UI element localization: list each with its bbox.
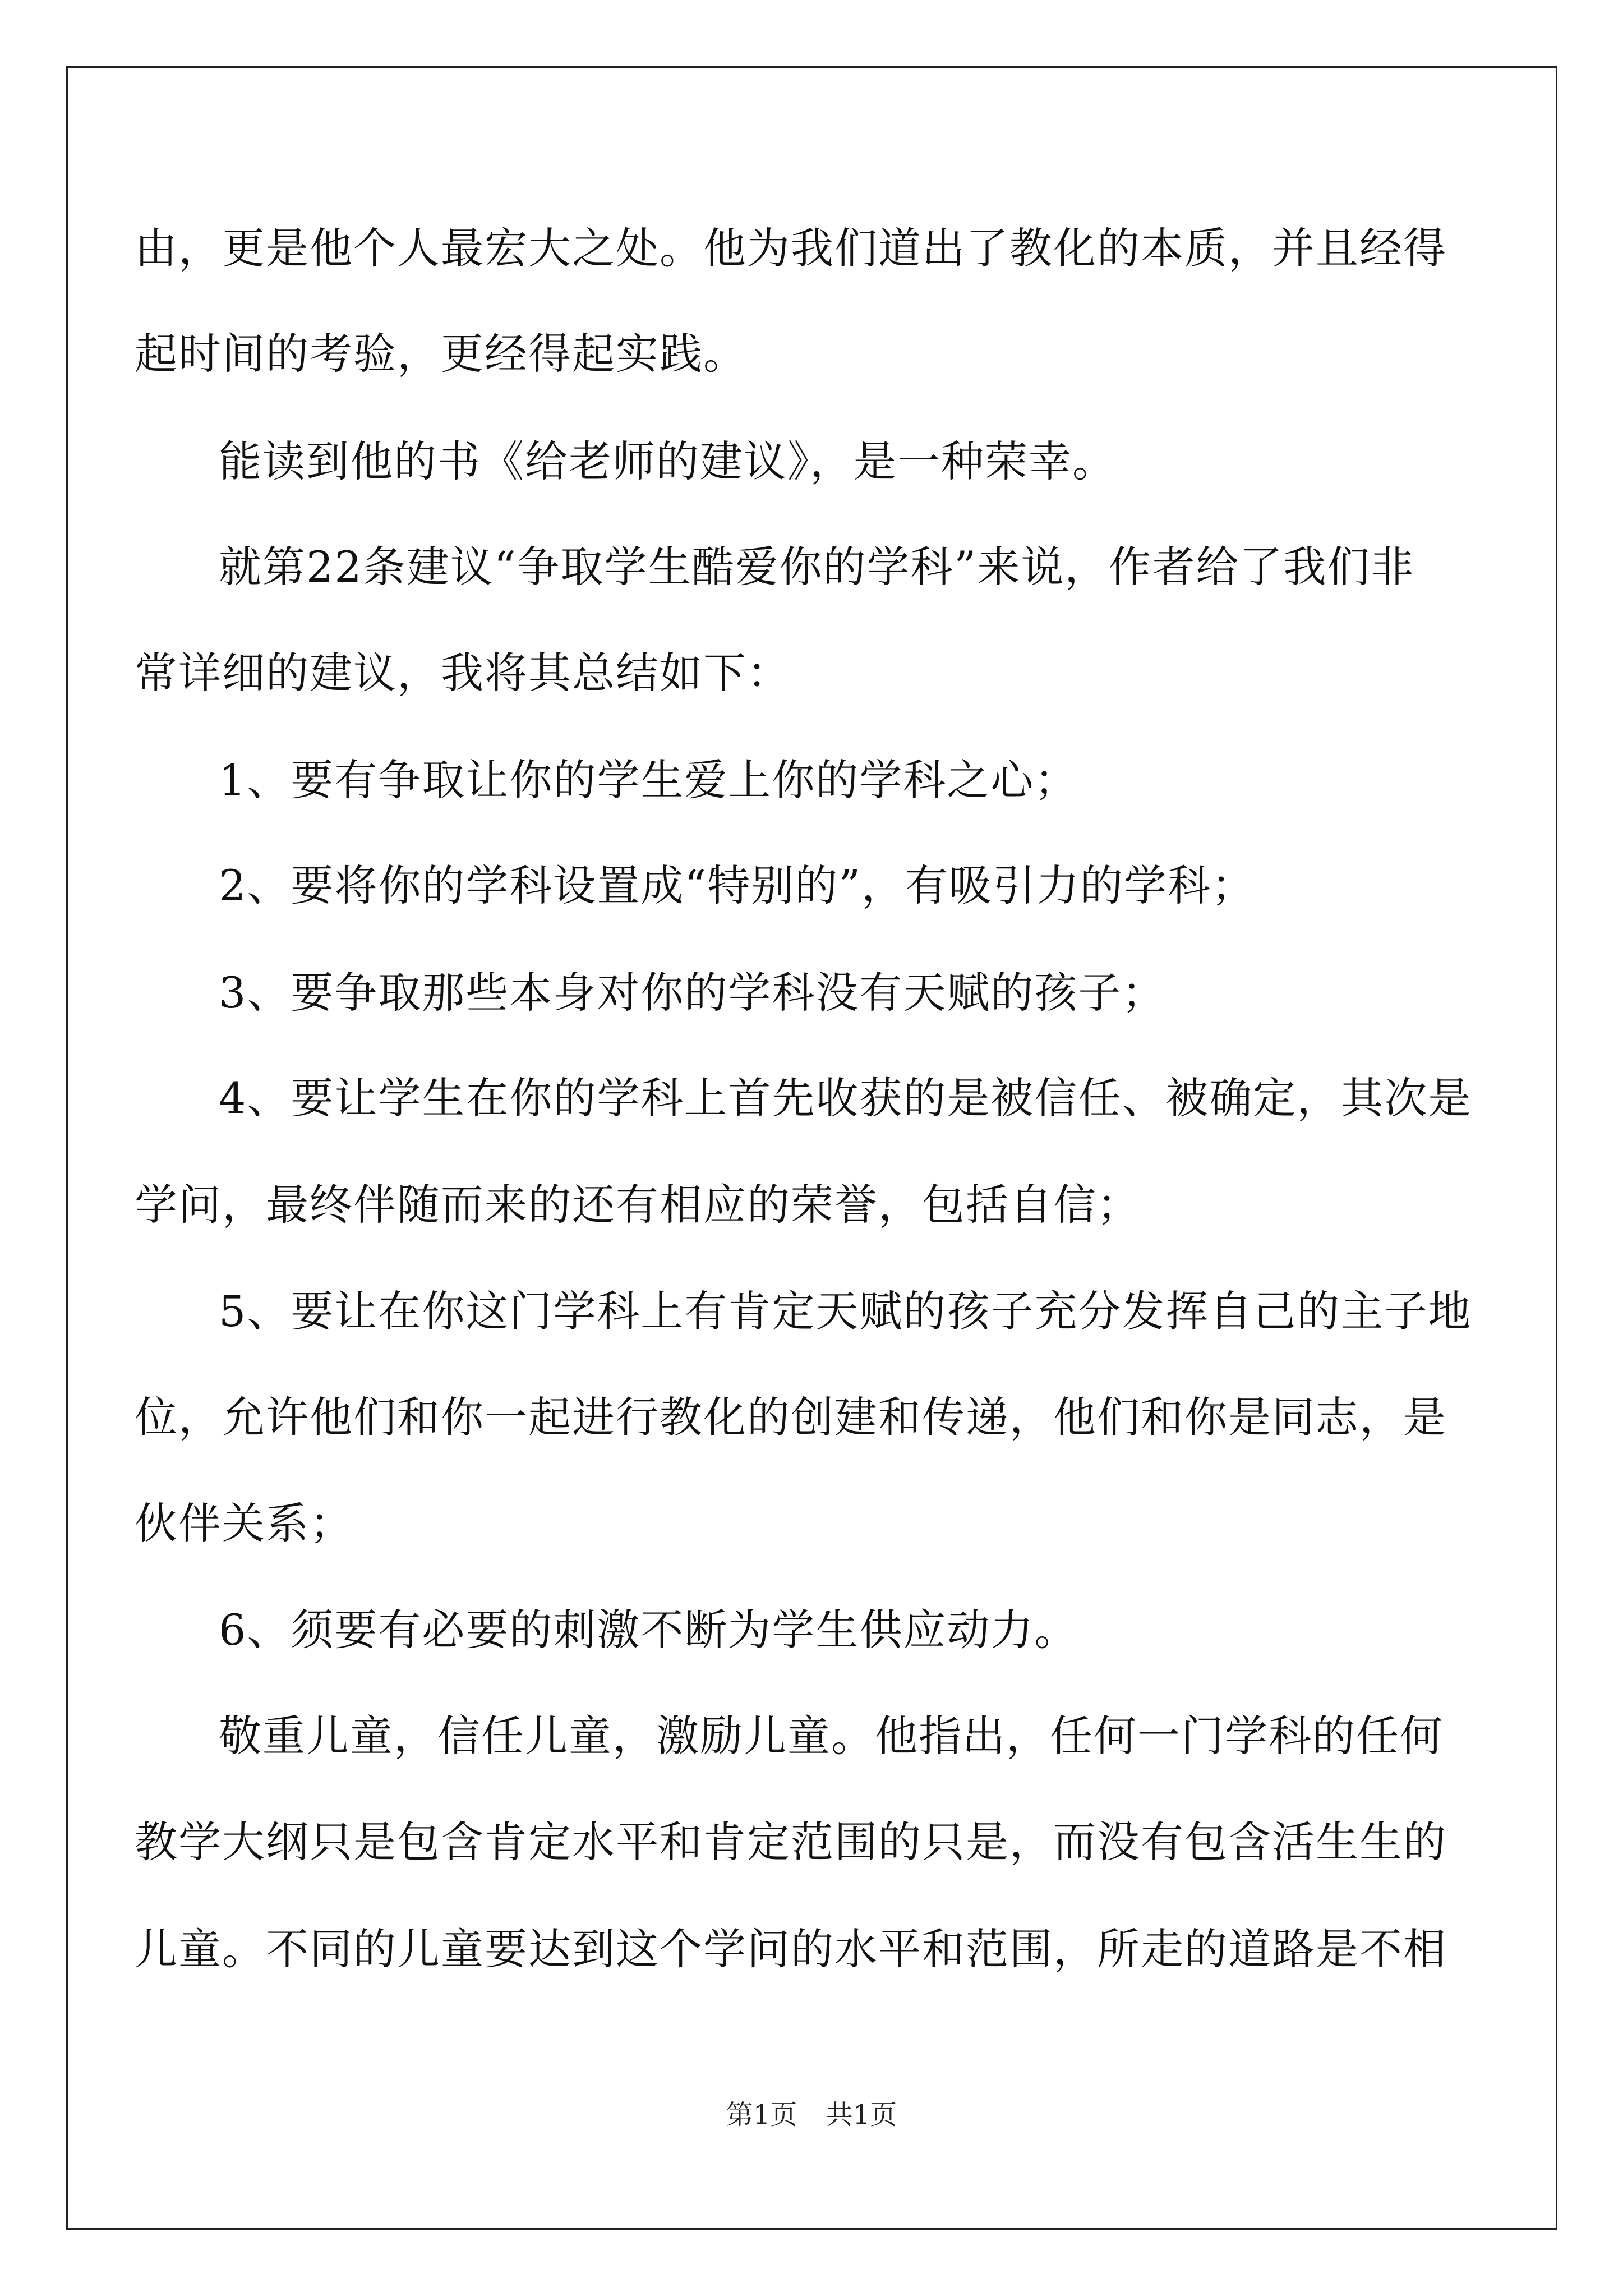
page-total: 共1页 [826,2099,897,2131]
text-line: 敬重儿童，信任儿童，激励儿童。他指出，任何一门学科的任何 [219,1711,1444,1761]
page-border [66,66,1557,2230]
text-line: 教学大纲只是包含肯定水平和肯定范围的只是，而没有包含活生生的 [135,1817,1447,1867]
text-line: 儿童。不同的儿童要达到这个学问的水平和范围，所走的道路是不相 [135,1924,1447,1974]
text-line: 5、要让在你这门学科上有肯定天赋的孩子充分发挥自己的主子地 [219,1286,1472,1336]
text-line: 能读到他的书《给老师的建议》，是一种荣幸。 [219,436,1116,486]
text-line: 3、要争取那些本身对你的学科没有天赋的孩子； [219,968,1166,1018]
text-line: 学问，最终伴随而来的还有相应的荣誉，包括自信； [135,1180,1141,1230]
text-line: 常详细的建议，我将其总结如下： [135,648,791,698]
page-number: 第1页 [726,2099,797,2131]
text-line: 就第22条建议“争取学生酷爱你的学科”来说，作者给了我们非 [219,542,1415,592]
text-line: 2、要将你的学科设置成“特别的”，有吸引力的学科； [219,861,1256,910]
text-line: 位，允许他们和你一起进行教化的创建和传递，他们和你是同志，是 [135,1392,1447,1442]
text-line: 4、要让学生在你的学科上首先收获的是被信任、被确定，其次是 [219,1073,1472,1123]
text-line: 由，更是他个人最宏大之处。他为我们道出了教化的本质，并且经得 [135,223,1447,273]
text-line: 起时间的考验，更经得起实践。 [135,329,747,379]
text-line: 1、要有争取让你的学生爱上你的学科之心； [219,755,1078,805]
page-footer [0,2098,1623,2132]
text-line: 6、须要有必要的刺激不断为学生供应动力。 [219,1605,1078,1655]
text-line: 伙伴关系； [135,1498,353,1548]
